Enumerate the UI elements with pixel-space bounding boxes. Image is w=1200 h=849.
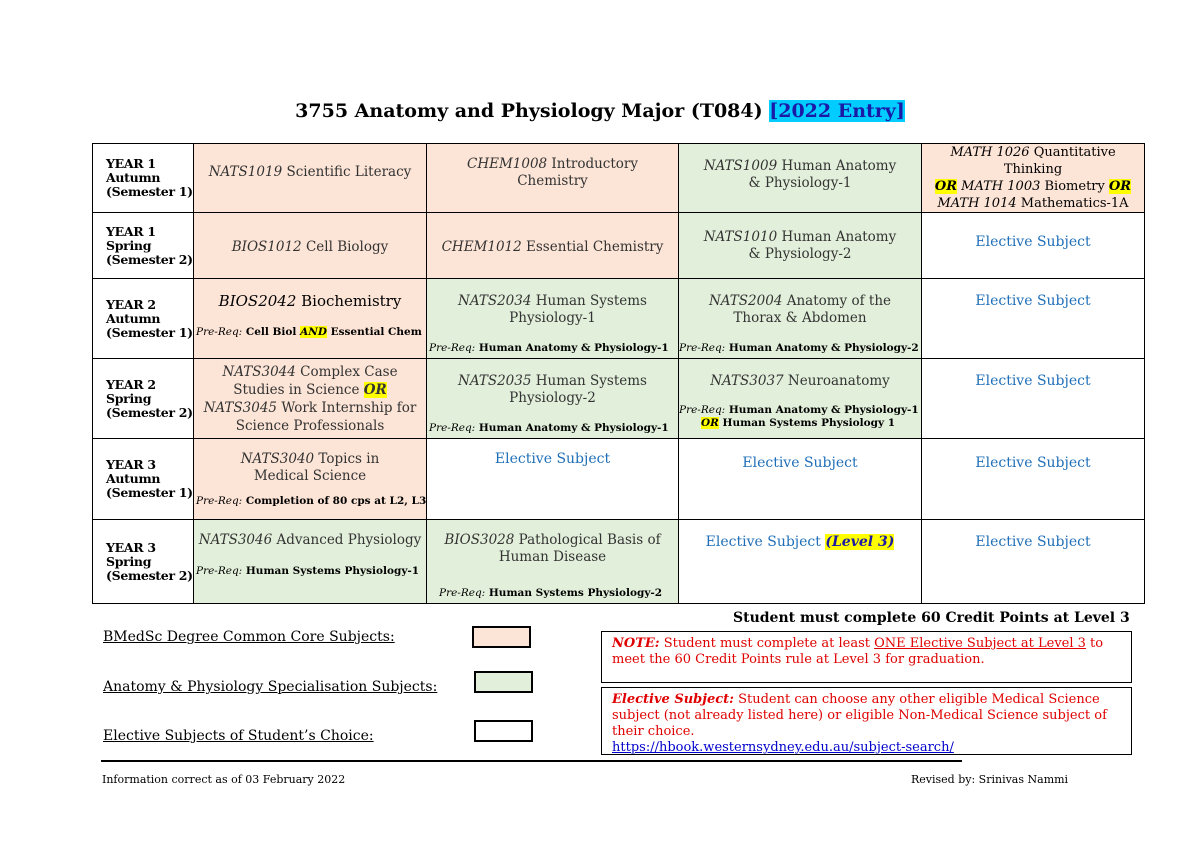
title-entry-badge: [2022 Entry]: [769, 100, 905, 122]
level3-heading: Student must complete 60 Credit Points at Level 3: [733, 610, 1130, 626]
subject-cell: NATS3046 Advanced Physiology Pre-Req: Human Systems Physiology-1: [194, 520, 427, 604]
subject-cell: NATS3044 Complex Case Studies in Science OR NATS3045 Work Internship for Science Professionals: [194, 359, 427, 439]
year-cell: YEAR 2 Spring (Semester 2): [93, 359, 194, 439]
subject-cell: NATS3040 Topics in Medical Science Pre-Req: Completion of 80 cps at L2, L3: [194, 439, 427, 520]
title-main: 3755 Anatomy and Physiology Major (T084): [295, 100, 763, 122]
elective-cell: Elective Subject: [922, 279, 1145, 359]
elective-note-label: Elective Subject:: [612, 692, 734, 707]
table-row: [93, 520, 1145, 604]
elective-note-box: Elective Subject: Student can choose any other eligible Medical Science subject (not already listed here) or eligible Non-Medical Science subject of their choice. https://hbook.westernsydney.edu.au/subject-search/: [601, 687, 1132, 755]
elective-cell: Elective Subject: [922, 213, 1145, 279]
subject-cell: CHEM1008 Introductory Chemistry: [427, 144, 679, 213]
legend-elective-label: Elective Subjects of Student’s Choice:: [103, 728, 374, 744]
note-box: NOTE: Student must complete at least ONE Elective Subject at Level 3 to meet the 60 Credit Points rule at Level 3 for graduation.: [601, 631, 1132, 683]
note-label: NOTE:: [612, 636, 660, 651]
note-link[interactable]: ONE Elective Subject at Level 3: [874, 636, 1086, 651]
page-title: [0, 100, 1200, 122]
subject-cell: MATH 1026 Quantitative Thinking OR MATH 1003 Biometry OR MATH 1014 Mathematics-1A: [922, 144, 1145, 213]
year-cell: YEAR 3 Autumn (Semester 1): [93, 439, 194, 520]
subject-cell: BIOS3028 Pathological Basis of Human Disease Pre-Req: Human Systems Physiology-2: [427, 520, 679, 604]
course-plan-table: [92, 143, 1145, 604]
year-cell: YEAR 1 Spring (Semester 2): [93, 213, 194, 279]
footer-divider: [101, 760, 962, 762]
table-row: [93, 439, 1145, 520]
legend-core-swatch: [472, 626, 531, 648]
footer-date: Information correct as of 03 February 2022: [102, 773, 346, 786]
subject-cell: BIOS2042 Biochemistry Pre-Req: Cell Biol AND Essential Chem: [194, 279, 427, 359]
table-row: [93, 359, 1145, 439]
legend-core-label: BMedSc Degree Common Core Subjects:: [103, 629, 395, 645]
subject-cell: NATS1009 Human Anatomy & Physiology-1: [679, 144, 922, 213]
year-cell: YEAR 2 Autumn (Semester 1): [93, 279, 194, 359]
year-cell: YEAR 1 Autumn (Semester 1): [93, 144, 194, 213]
elective-cell: Elective Subject: [922, 359, 1145, 439]
footer-author: Revised by: Srinivas Nammi: [911, 773, 1069, 786]
subject-cell: NATS3037 Neuroanatomy Pre-Req: Human Anatomy & Physiology-1 OR Human Systems Physiology 1: [679, 359, 922, 439]
year-cell: YEAR 3 Spring (Semester 2): [93, 520, 194, 604]
elective-cell: Elective Subject: [427, 439, 679, 520]
elective-cell: Elective Subject (Level 3): [679, 520, 922, 604]
subject-cell: NATS1010 Human Anatomy & Physiology-2: [679, 213, 922, 279]
legend-spec-swatch: [474, 671, 533, 693]
legend-elective-swatch: [474, 720, 533, 742]
subject-cell: CHEM1012 Essential Chemistry: [427, 213, 679, 279]
elective-cell: Elective Subject: [922, 439, 1145, 520]
subject-cell: NATS2035 Human Systems Physiology-2 Pre-Req: Human Anatomy & Physiology-1: [427, 359, 679, 439]
table-row: [93, 213, 1145, 279]
subject-search-link[interactable]: https://hbook.westernsydney.edu.au/subject-search/: [612, 740, 954, 755]
elective-cell: Elective Subject: [679, 439, 922, 520]
subject-cell: BIOS1012 Cell Biology: [194, 213, 427, 279]
table-row: [93, 279, 1145, 359]
subject-cell: NATS1019 Scientific Literacy: [194, 144, 427, 213]
legend-spec-label: Anatomy & Physiology Specialisation Subjects:: [103, 679, 438, 695]
table-row: [93, 144, 1145, 213]
subject-cell: NATS2034 Human Systems Physiology-1 Pre-Req: Human Anatomy & Physiology-1: [427, 279, 679, 359]
elective-cell: Elective Subject: [922, 520, 1145, 604]
subject-cell: NATS2004 Anatomy of the Thorax & Abdomen Pre-Req: Human Anatomy & Physiology-2: [679, 279, 922, 359]
